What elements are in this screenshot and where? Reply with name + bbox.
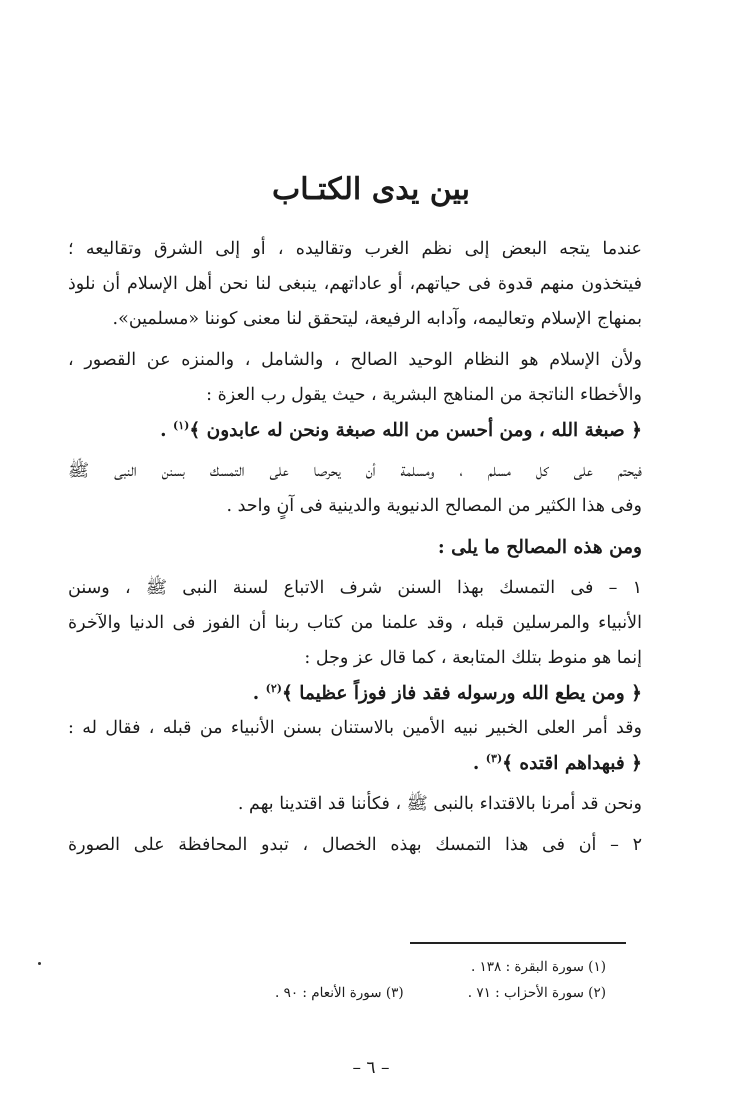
text-line: ٢ – أن فى هذا التمسك بهذه الخصال ، تبدو المحافظة على الصورة bbox=[68, 835, 642, 855]
text-line: فيحتم على كل مسلم ، ومسلمة أن يحرصا على التمسك بسنن النبى ﷺ bbox=[68, 461, 642, 481]
text-line: عندما يتجه البعض إلى نظم الغرب وتقاليده ، أو إلى الشرق وتقاليعه ؛ bbox=[68, 239, 642, 259]
verse-text: ﴿ ومن يطع الله ورسوله فقد فاز فوزاً عظيما ﴾ bbox=[282, 683, 642, 704]
text-line: وقد أمر العلى الخبير نبيه الأمين بالاستنان بسنن الأنبياء من قبله ، فقال له : bbox=[68, 718, 642, 738]
page-number: – ٦ – bbox=[352, 1058, 390, 1078]
footnote-ref: (٢) bbox=[265, 681, 283, 695]
footnote-ref: (١) bbox=[172, 418, 190, 432]
text-line: ونحن قد أمرنا بالاقتداء بالنبى ﷺ ، فكأننا قد اقتدينا بهم . bbox=[237, 794, 642, 814]
quran-verse: ﴿ فبهداهم اقتده ﴾$^{(٣)}$ . bbox=[472, 751, 642, 774]
quran-verse: ﴿ صبغة الله ، ومن أحسن من الله صبغة ونحن له عابدون ﴾$^{(١)}$ . bbox=[160, 418, 642, 441]
text-line: بمنهاج الإسلام وتعاليمه، وآدابه الرفيعة، ليتحقق لنا معنى كوننا «مسلمين». bbox=[112, 309, 642, 329]
footnote-2: (٢) سورة الأحزاب : ٧١ . bbox=[467, 985, 606, 1001]
footnote-row bbox=[220, 954, 606, 980]
text-line: والأخطاء الناتجة من المناهج البشرية ، حيث يقول رب العزة : bbox=[206, 385, 642, 405]
quran-verse: ﴿ ومن يطع الله ورسوله فقد فاز فوزاً عظيما ﴾$^{(٢)}$ . bbox=[252, 681, 642, 704]
footnote-1: (١) سورة البقرة : ١٣٨ . bbox=[470, 959, 606, 975]
footnotes bbox=[220, 954, 606, 1006]
scan-speck bbox=[38, 962, 41, 965]
verse-text: ﴿ صبغة الله ، ومن أحسن من الله صبغة ونحن له عابدون ﴾ bbox=[189, 420, 642, 441]
text-line: فيتخذون منهم قدوة فى حياتهم، أو عاداتهم، ينبغى لنا نحن أهل الإسلام أن نلوذ bbox=[68, 274, 642, 294]
footnote-row bbox=[220, 980, 606, 1006]
chapter-title: بين يدى الكتـاب bbox=[272, 172, 470, 207]
text-line: ولأن الإسلام هو النظام الوحيد الصالح ، والشامل ، والمنزه عن القصور ، bbox=[68, 350, 642, 370]
text-line: وفى هذا الكثير من المصالح الدنيوية والدينية فى آنٍ واحد . bbox=[226, 496, 642, 516]
body-text bbox=[68, 232, 642, 863]
text-line: إنما هو منوط بتلك المتابعة ، كما قال عز وجل : bbox=[304, 648, 642, 668]
footnote-divider bbox=[410, 942, 626, 944]
text-line: الأنبياء والمرسلين قبله ، وقد علمنا من كتاب ربنا أن الفوز فى الدنيا والآخرة bbox=[68, 613, 642, 633]
verse-text: ﴿ فبهداهم اقتده ﴾ bbox=[502, 753, 642, 774]
section-heading: ومن هذه المصالح ما يلى : bbox=[437, 537, 642, 558]
footnote-3: (٣) سورة الأنعام : ٩٠ . bbox=[274, 985, 404, 1001]
text-line: ١ – فى التمسك بهذا السنن شرف الاتباع لسنة النبى ﷺ ، وسنن bbox=[68, 578, 642, 598]
footnote-ref: (٣) bbox=[485, 751, 503, 765]
